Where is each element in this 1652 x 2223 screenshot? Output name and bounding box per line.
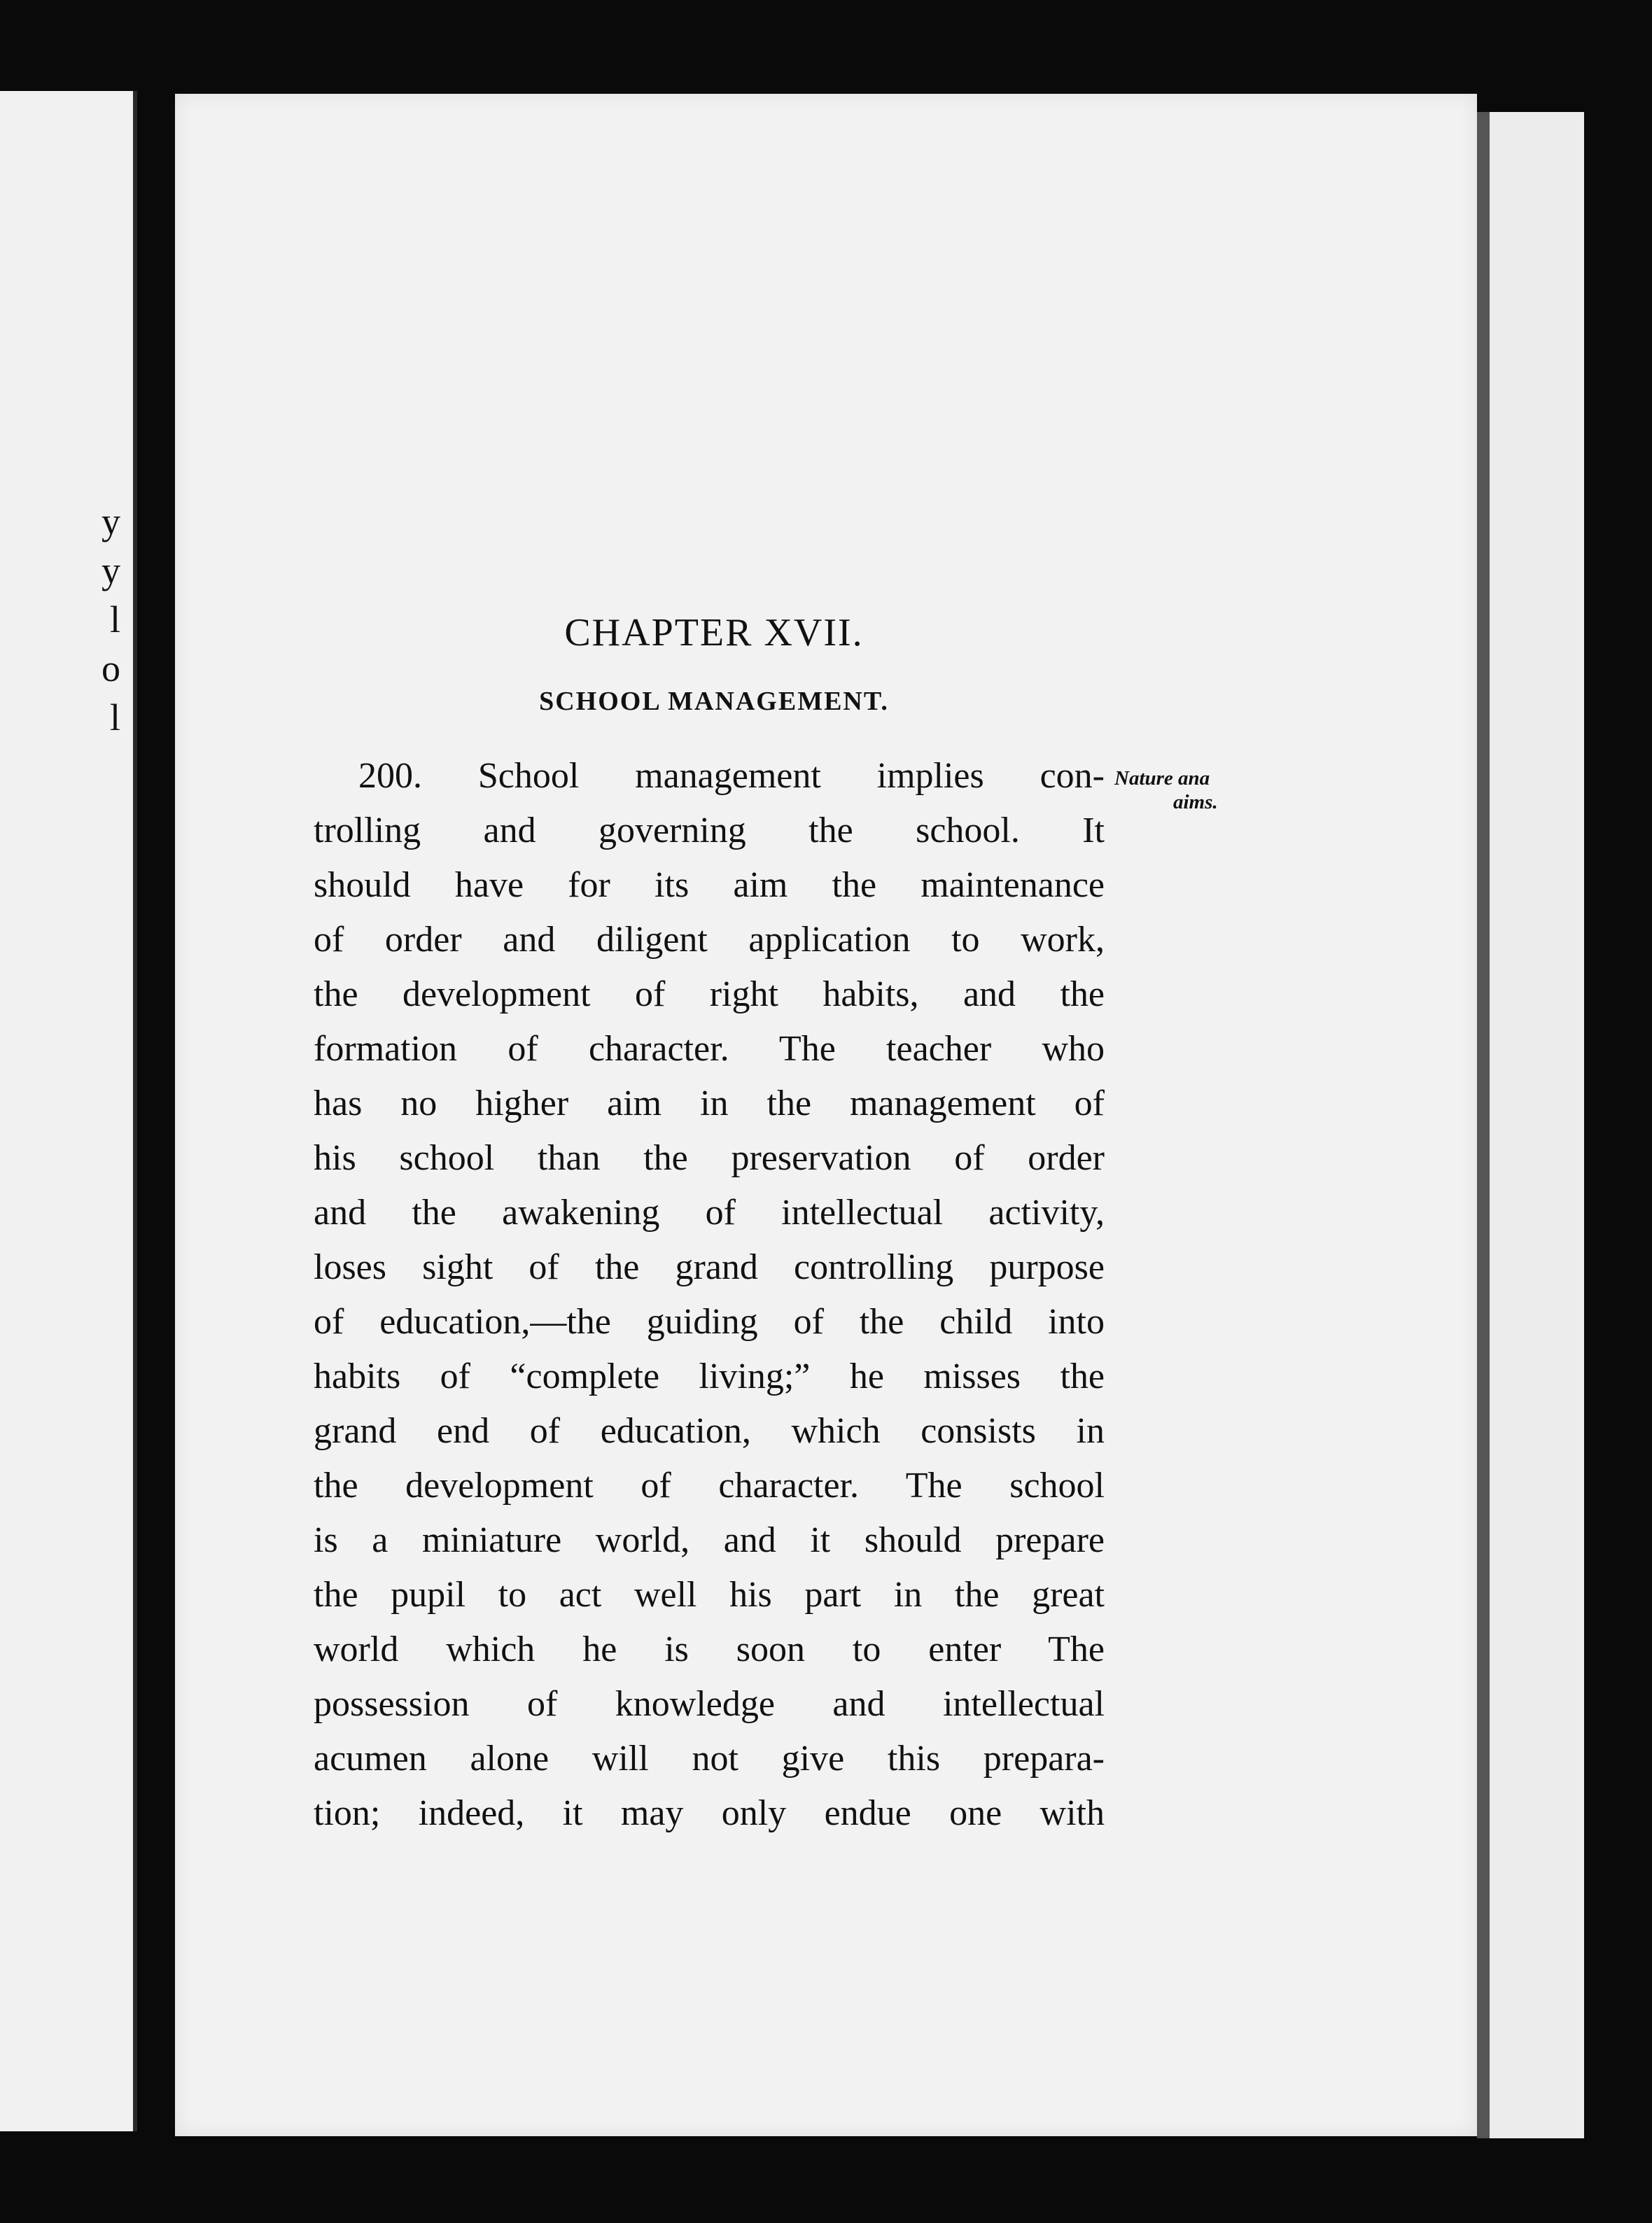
fragment: y [102, 549, 120, 591]
previous-page [0, 91, 137, 2131]
margin-note [1114, 766, 1254, 814]
text-line: habits of “complete living;” he misses the [314, 1356, 1105, 1396]
page-edge [1477, 112, 1490, 2138]
fragment: l [109, 598, 120, 640]
text-line: grand end of education, which consists in [314, 1411, 1105, 1451]
text-line: the development of right habits, and the [314, 974, 1105, 1014]
next-page-sliver [1490, 112, 1584, 2138]
text-line: 200. School management implies con- [358, 756, 1105, 796]
text-line: acumen alone will not give this prepara- [314, 1739, 1105, 1779]
text-line: should have for its aim the maintenance [314, 865, 1105, 905]
text-line: the development of character. The school [314, 1466, 1105, 1506]
text-line: trolling and governing the school. It [314, 811, 1105, 850]
margin-note-line: aims. [1173, 791, 1218, 813]
text-line: has no higher aim in the management of [314, 1084, 1105, 1123]
fragment: o [102, 647, 120, 689]
margin-note-line: Nature ana [1114, 767, 1210, 790]
body-text [314, 749, 1105, 1841]
text-line: and the awakening of intellectual activity, [314, 1193, 1105, 1233]
text-line: of order and diligent application to work, [314, 920, 1105, 960]
text-line: loses sight of the grand controlling purpose [314, 1247, 1105, 1287]
text-line: his school than the preservation of order [314, 1138, 1105, 1178]
text-line: possession of knowledge and intellectual [314, 1684, 1105, 1724]
text-line: tion; indeed, it may only endue one with [314, 1793, 1105, 1833]
previous-page-fragments [102, 497, 120, 742]
chapter-title: CHAPTER XVII. [564, 611, 864, 654]
text-line: formation of character. The teacher who [314, 1029, 1105, 1069]
text-line: the pupil to act well his part in the great [314, 1575, 1105, 1615]
fragment: l [109, 696, 120, 738]
text-line: is a miniature world, and it should prepare [314, 1520, 1105, 1560]
text-line: of education,—the guiding of the child into [314, 1302, 1105, 1342]
section-title: SCHOOL MANAGEMENT. [539, 687, 889, 716]
fragment: y [102, 500, 120, 542]
text-line: world which he is soon to enter The [314, 1629, 1105, 1669]
